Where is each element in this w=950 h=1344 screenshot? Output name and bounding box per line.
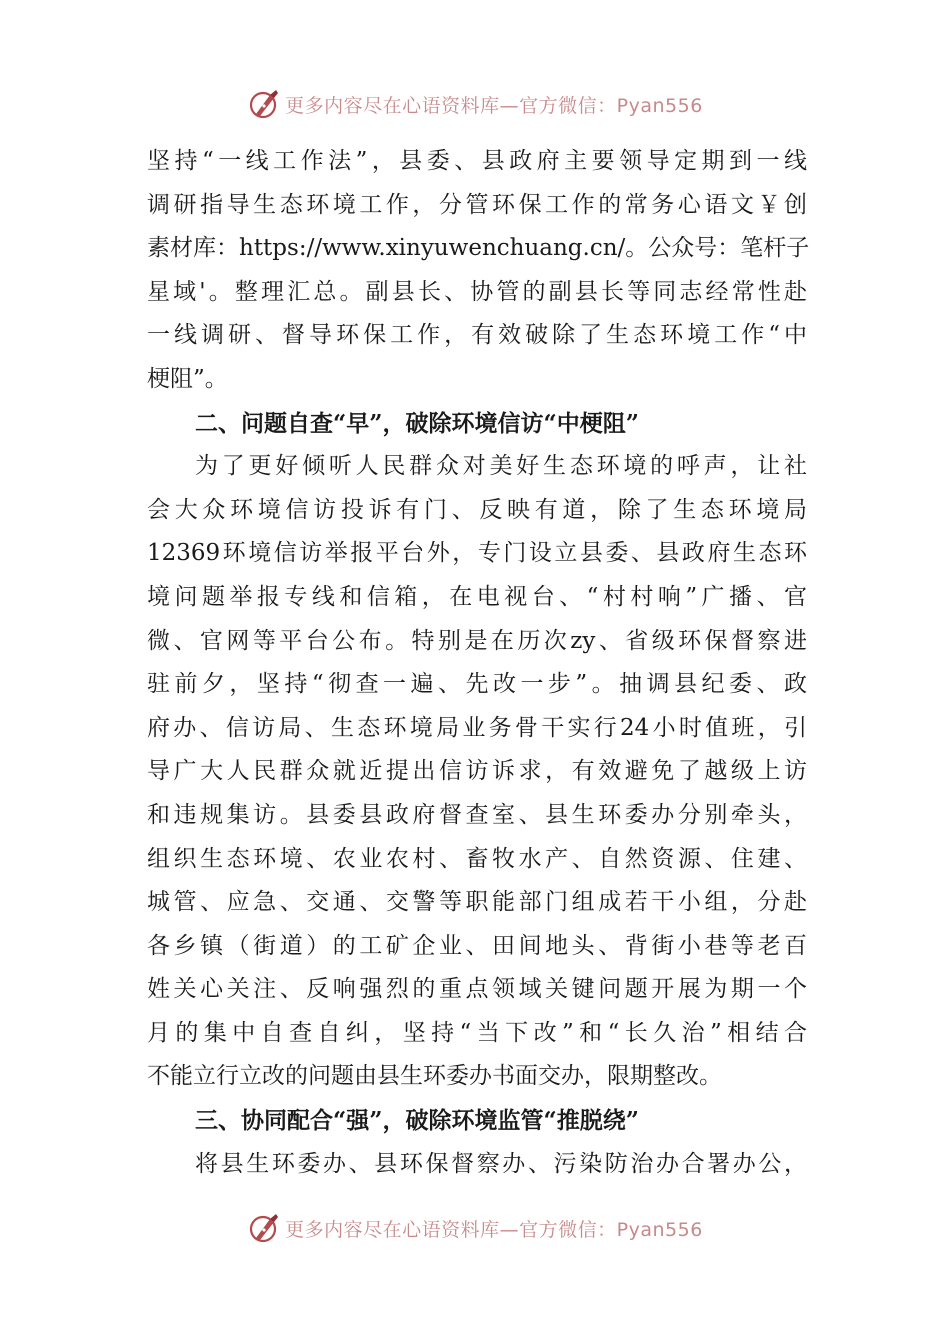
body-line: 12369环境信访举报平台外，专门设立县委、县政府生态环	[147, 540, 807, 567]
pen-nib-logo-icon	[247, 1211, 281, 1245]
body-line: 各乡镇（街道）的工矿企业、田间地头、背街小巷等老百	[147, 932, 807, 959]
section-heading-2: 二、问题自查“早”，破除环境信访“中梗阻”	[195, 409, 639, 437]
body-line: 和违规集访。县委县政府督查室、县生环委办分别牵头，	[147, 801, 807, 828]
body-line: 一线调研、督导环保工作，有效破除了生态环境工作“中	[147, 322, 807, 349]
body-line: 不能立行立改的问题由县生环委办书面交办，限期整改。	[147, 1063, 722, 1090]
body-line: 调研指导生态环境工作，分管环保工作的常务心语文￥创	[147, 191, 807, 218]
body-line: 星域'。整理汇总。副县长、协管的副县长等同志经常性赴	[147, 278, 807, 305]
header-watermark-banner	[0, 84, 950, 124]
pen-nib-logo-icon	[247, 87, 281, 121]
body-line: 为了更好倾听人民群众对美好生态环境的呼声，让社	[195, 453, 807, 480]
body-line: 将县生环委办、县环保督察办、污染防治办合署办公，	[195, 1150, 807, 1177]
body-line: 驻前夕，坚持“彻查一遍、先改一步”。抽调县纪委、政	[147, 671, 807, 698]
body-line: 会大众环境信访投诉有门、反映有道，除了生态环境局	[147, 496, 807, 523]
body-line: 组织生态环境、农业农村、畜牧水产、自然资源、住建、	[147, 845, 807, 872]
footer-watermark-text: 更多内容尽在心语资料库—官方微信：Pyan556	[285, 1218, 703, 1241]
body-line: 梗阻”。	[147, 365, 228, 392]
body-line: 府办、信访局、生态环境局业务骨干实行24小时值班，引	[147, 714, 807, 741]
body-line: 月的集中自查自纠，坚持“当下改”和“长久治”相结合	[147, 1019, 807, 1046]
body-line: 城管、应急、交通、交警等职能部门组成若干小组，分赴	[147, 889, 807, 916]
header-watermark-text: 更多内容尽在心语资料库—官方微信：Pyan556	[285, 94, 703, 117]
body-line: 境问题举报专线和信箱，在电视台、“村村响”广播、官	[147, 583, 807, 610]
body-line: 微、官网等平台公布。特别是在历次zy、省级环保督察进	[147, 627, 807, 654]
body-line: 坚持“一线工作法”，县委、县政府主要领导定期到一线	[147, 148, 807, 174]
body-line: 导广大人民群众就近提出信访诉求，有效避免了越级上访	[147, 758, 807, 785]
section-heading-3: 三、协同配合“强”，破除环境监管“推脱绕”	[195, 1107, 639, 1135]
body-line: 素材库：https://www.xinyuwenchuang.cn/。公众号：笔杆子	[147, 235, 810, 262]
footer-watermark-banner	[0, 1208, 950, 1248]
document-body	[147, 140, 810, 1186]
body-line: 姓关心关注、反响强烈的重点领域关键问题开展为期一个	[147, 976, 807, 1003]
